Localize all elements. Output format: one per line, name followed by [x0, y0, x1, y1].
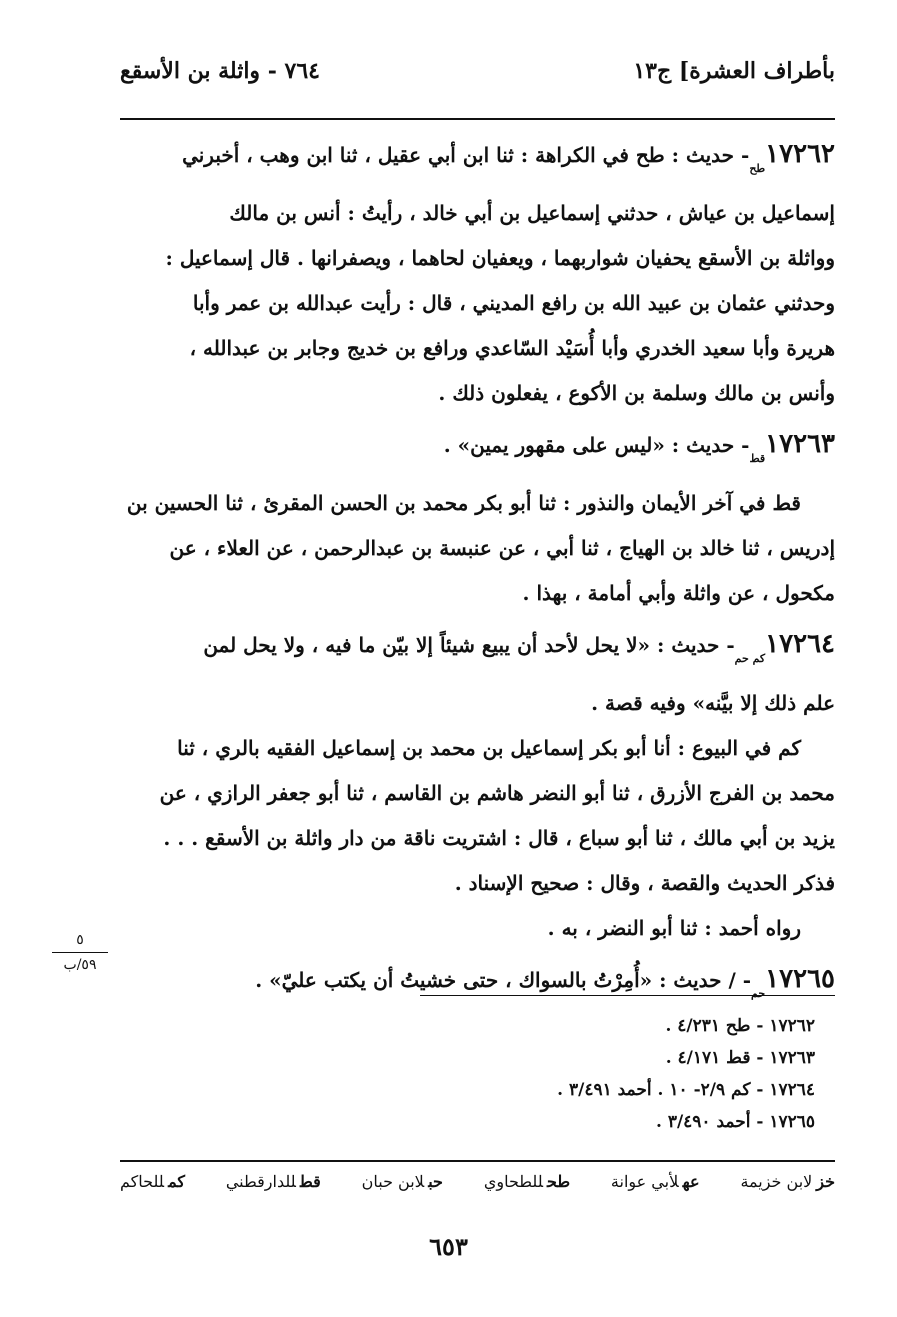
folio-note-top: ٥: [52, 932, 108, 953]
abbreviation-item: [362, 1172, 443, 1191]
source-siglum: طح: [749, 162, 766, 175]
entry-text-line: وحدثني عثمان بن عبيد الله بن رافع المديني ، قال : رأيت عبدالله بن عمر وأبا: [192, 291, 835, 315]
entry-text-line: وأنس بن مالك وسلمة بن الأكوع ، يفعلون ذلك .: [438, 381, 835, 405]
entry-text-line: هريرة وأبا سعيد الخدري وأبا أُسَيْد السّاعدي ورافع بن خديج وجابر بن عبدالله ،: [189, 336, 835, 360]
source-siglum: كم حم: [734, 652, 766, 665]
footnote-line: ١٧٢٦٣ - قط ٤/١٧١ .: [665, 1048, 815, 1068]
abbreviation-value: لابن خزيمة: [740, 1172, 813, 1191]
abbreviation-key: حب: [428, 1172, 443, 1191]
abbreviation-value: لأبي عوانة: [610, 1172, 679, 1191]
isnad-line: فذكر الحديث والقصة ، وقال : صحيح الإسناد .: [454, 871, 835, 895]
footnote-line: ١٧٢٦٥ - أحمد ٣/٤٩٠ .: [655, 1112, 815, 1132]
footnotes: [420, 1010, 835, 1138]
entry-line: [120, 622, 835, 681]
abbreviation-value: للحاكم: [120, 1172, 165, 1191]
hadith-entry-17262: [120, 132, 835, 416]
abbreviation-value: للطحاوي: [483, 1172, 543, 1191]
isnad-line: مكحول ، عن واثلة وأبي أمامة ، بهذا .: [522, 581, 835, 605]
hadith-entry-17263: [120, 422, 835, 616]
abbreviation-item: [611, 1172, 700, 1191]
footnote-line: ١٧٢٦٤ - كم ٢/٩- ١٠ . أحمد ٣/٤٩١ .: [557, 1080, 815, 1100]
entry-text-line: - حديث : «لا يحل لأحد أن يبيع شيئاً إلا بيّن ما فيه ، ولا يحل لمن: [203, 633, 735, 657]
abbreviations-legend: [120, 1172, 835, 1191]
abbreviation-key: كم: [168, 1172, 185, 1191]
entry-text-line: علم ذلك إلا بيَّنه» وفيه قصة .: [591, 691, 835, 715]
abbreviation-value: للدارقطني: [225, 1172, 296, 1191]
abbreviations-divider: [120, 1160, 835, 1162]
abbreviation-value: لابن حبان: [361, 1172, 425, 1191]
abbreviation-item: [484, 1172, 570, 1191]
entry-text-line: - / حديث : «أُمِرْتُ بالسواك ، حتى خشيتُ أن يكتب عليّ» .: [255, 968, 752, 992]
isnad-line: إدريس ، ثنا خالد بن الهياج ، ثنا أبي ، عن عنبسة بن عبدالرحمن ، عن العلاء ، عن: [169, 536, 835, 560]
abbreviation-key: قط: [299, 1172, 321, 1191]
footnote-divider: [420, 995, 835, 996]
entry-line: [120, 132, 835, 191]
entry-number: ١٧٢٦٢: [765, 139, 835, 169]
source-siglum: حم: [751, 987, 766, 1000]
main-text: [120, 132, 835, 1016]
entry-number: ١٧٢٦٥: [765, 964, 835, 994]
hadith-entry-17264: [120, 622, 835, 951]
manuscript-folio-note: [52, 932, 108, 973]
entry-text-line: وواثلة بن الأسقع يحفيان شواربهما ، ويعفيان لحاهما ، ويصفرانها . قال إسماعيل :: [165, 246, 835, 270]
header-divider: [120, 118, 835, 120]
isnad-line: كم في البيوع : أنا أبو بكر إسماعيل بن محمد بن إسماعيل الفقيه بالري ، ثنا: [177, 736, 801, 760]
abbreviation-item: [120, 1172, 185, 1191]
isnad-line: محمد بن الفرج الأزرق ، ثنا أبو النضر هاشم بن القاسم ، ثنا أبو جعفر الرازي ، عن: [159, 781, 835, 805]
isnad-line: قط في آخر الأيمان والنذور : ثنا أبو بكر محمد بن الحسن المقرئ ، ثنا الحسين بن: [126, 491, 801, 515]
folio-note-bottom: ٥٩/ب: [63, 957, 97, 973]
entry-text-line: - حديث : طح في الكراهة : ثنا ابن أبي عقيل ، ثنا ابن وهب ، أخبرني: [182, 143, 750, 167]
header-section-title: ٧٦٤ - واثلة بن الأسقع: [120, 58, 320, 84]
entry-text-line: - حديث : «ليس على مقهور يمين» .: [443, 433, 750, 457]
abbreviation-item: [740, 1172, 835, 1191]
footnote-line: ١٧٢٦٢ - طح ٤/٢٣١ .: [665, 1016, 815, 1036]
entry-number: ١٧٢٦٣: [765, 429, 835, 459]
isnad-line: يزيد بن أبي مالك ، ثنا أبو سباع ، قال : اشتريت ناقة من دار واثلة بن الأسقع . . .: [163, 826, 835, 850]
header-volume-title: بأطراف العشرة] ج١٣: [633, 58, 835, 84]
source-siglum: قط: [749, 452, 766, 465]
hadith-entry-17265: [120, 957, 835, 1016]
abbreviation-item: [226, 1172, 321, 1191]
entry-line: [120, 957, 835, 1016]
isnad-line: رواه أحمد : ثنا أبو النضر ، به .: [547, 916, 801, 940]
running-header: [120, 58, 835, 98]
page-number: ٦٥٣: [429, 1232, 468, 1261]
abbreviation-key: عه: [682, 1172, 700, 1191]
entry-text-line: إسماعيل بن عياش ، حدثني إسماعيل بن أبي خالد ، رأيتُ : أنس بن مالك: [229, 201, 835, 225]
entry-number: ١٧٢٦٤: [765, 629, 835, 659]
abbreviation-key: طح: [546, 1172, 571, 1191]
abbreviation-key: خز: [816, 1172, 835, 1191]
entry-line: [120, 422, 835, 481]
